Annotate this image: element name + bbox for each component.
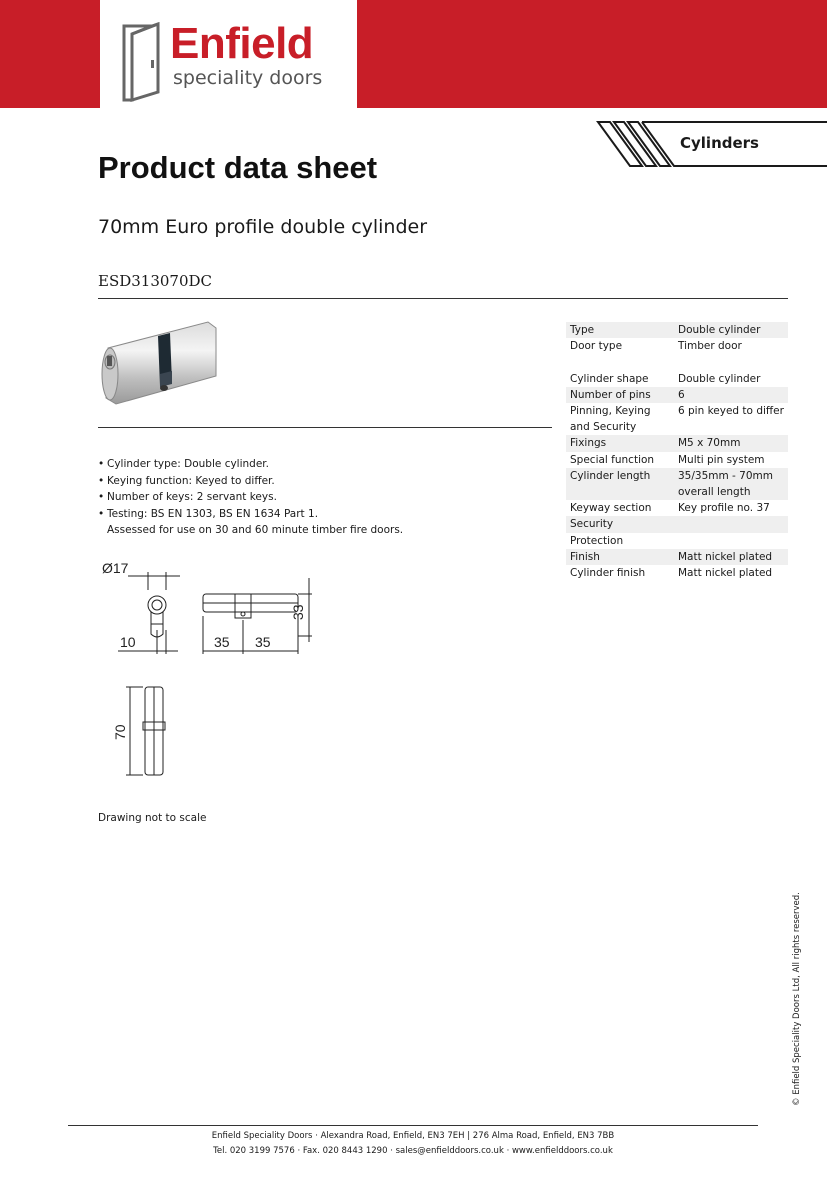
spec-key: Finish bbox=[566, 549, 674, 565]
footer-address: Enfield Speciality Doors · Alexandra Road, Enfield, EN3 7EH | 276 Alma Road, Enfield, EN3 7BB bbox=[211, 1131, 615, 1141]
table-row bbox=[566, 435, 788, 451]
spec-value: Double cylinder bbox=[678, 372, 761, 385]
brand-tagline: speciality doors bbox=[173, 67, 323, 89]
spec-key: Cylinder finish bbox=[570, 567, 646, 580]
table-row bbox=[566, 338, 788, 354]
dimension-diameter: Ø17 bbox=[102, 560, 129, 576]
spec-key: Type bbox=[566, 322, 674, 338]
spec-value: Double cylinder bbox=[674, 322, 788, 338]
spec-key: Pinning, Keying and Security bbox=[570, 405, 651, 434]
table-row bbox=[566, 500, 788, 516]
brand-name: Enfield bbox=[170, 19, 314, 68]
divider bbox=[98, 427, 552, 428]
table-row bbox=[566, 371, 788, 387]
spec-value: Matt nickel plated bbox=[678, 567, 773, 580]
spec-value bbox=[674, 516, 788, 532]
spec-key: Door type bbox=[570, 340, 623, 353]
product-code: ESD313070DC bbox=[98, 272, 213, 290]
spec-table bbox=[566, 322, 788, 581]
list-item: • Testing: BS EN 1303, BS EN 1634 Part 1. bbox=[98, 506, 548, 523]
spec-key: Special function bbox=[570, 453, 655, 466]
list-item: • Keying function: Keyed to differ. bbox=[98, 473, 548, 490]
spec-value: M5 x 70mm bbox=[674, 435, 788, 451]
category-label: Cylinders bbox=[680, 134, 759, 152]
drawing-note: Drawing not to scale bbox=[98, 812, 207, 824]
spec-key: Fixings bbox=[566, 435, 674, 451]
feature-list bbox=[98, 456, 548, 522]
dimension-overall-length: 70 bbox=[112, 724, 128, 740]
product-subtitle: 70mm Euro profile double cylinder bbox=[98, 216, 428, 238]
spec-key: Cylinder length bbox=[566, 468, 674, 500]
cylinder-photo bbox=[98, 320, 220, 408]
spec-key: Protection bbox=[570, 534, 624, 547]
copyright: © Enfield Speciality Doors Ltd, All rights reserved. bbox=[792, 892, 802, 1106]
dimension-right-length: 35 bbox=[255, 634, 271, 650]
spec-key: Number of pins bbox=[566, 387, 674, 403]
table-row bbox=[566, 403, 788, 435]
spec-key bbox=[566, 354, 674, 370]
divider bbox=[68, 1125, 758, 1126]
dimension-left-length: 35 bbox=[214, 634, 230, 650]
table-row bbox=[566, 354, 788, 370]
feature-note: Assessed for use on 30 and 60 minute timber fire doors. bbox=[107, 524, 404, 536]
spec-value: 6 bbox=[674, 387, 788, 403]
page-title: Product data sheet bbox=[98, 150, 378, 185]
table-row bbox=[566, 533, 788, 549]
table-row bbox=[566, 565, 788, 581]
footer-contact: Tel. 020 3199 7576 · Fax. 020 8443 1290 · sales@enfielddoors.co.uk · www.enfielddoors.co.uk bbox=[213, 1146, 613, 1156]
spec-value: Matt nickel plated bbox=[674, 549, 788, 565]
door-icon bbox=[122, 22, 162, 102]
technical-drawing bbox=[98, 550, 338, 790]
table-row bbox=[566, 322, 788, 338]
divider bbox=[98, 298, 788, 299]
spec-value bbox=[674, 533, 788, 549]
table-row bbox=[566, 468, 788, 500]
spec-key: Security bbox=[566, 516, 674, 532]
dimension-offset: 10 bbox=[120, 634, 136, 650]
spec-value bbox=[674, 354, 788, 370]
spec-value: 35/35mm - 70mm overall length bbox=[674, 468, 788, 500]
table-row bbox=[566, 452, 788, 468]
spec-key: Cylinder shape bbox=[570, 372, 649, 385]
spec-value: Key profile no. 37 bbox=[678, 502, 770, 515]
spec-key: Keyway section bbox=[570, 502, 652, 515]
spec-value: Timber door bbox=[678, 340, 742, 353]
table-row bbox=[566, 549, 788, 565]
dimension-height: 33 bbox=[290, 604, 306, 620]
table-row bbox=[566, 516, 788, 532]
list-item: • Number of keys: 2 servant keys. bbox=[98, 489, 548, 506]
spec-value: 6 pin keyed to differ bbox=[678, 405, 784, 418]
table-row bbox=[566, 387, 788, 403]
spec-value: Multi pin system bbox=[678, 453, 765, 466]
list-item: • Cylinder type: Double cylinder. bbox=[98, 456, 548, 473]
